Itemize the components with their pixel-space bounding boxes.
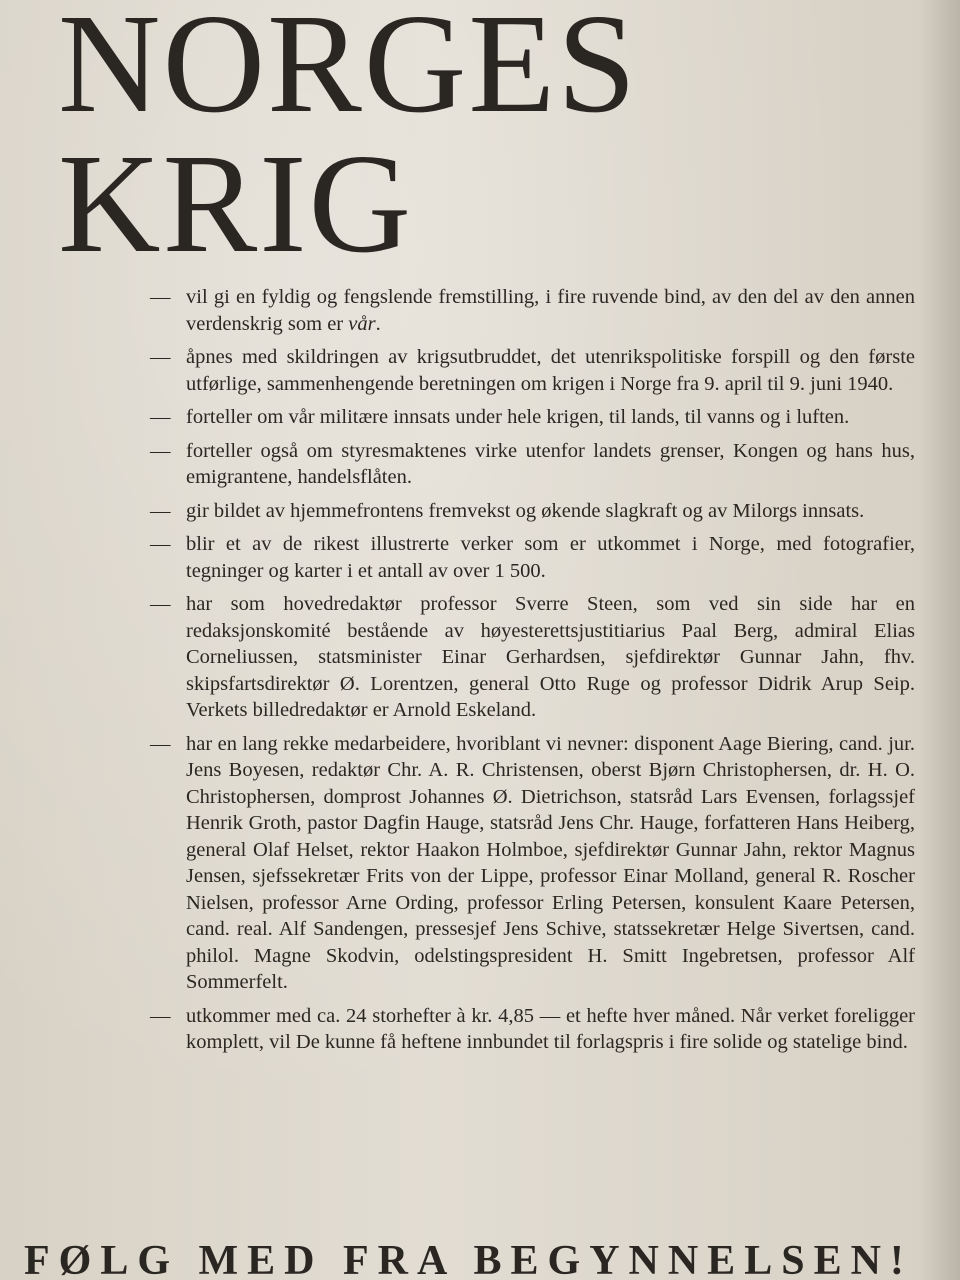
list-item-text: utkommer med ca. 24 storhefter à kr. 4,85 — et hefte hver måned. Når verket foreligger komplett, vil De kunne få heftene innbundet til forlagspris i fire solide og statelige bind. — [186, 1004, 915, 1053]
list-item-text: blir et av de rikest illustrerte verker som er utkommet i Norge, med fotografier, tegninger og karter i et antall av over 1 500. — [186, 533, 915, 582]
list-item — [150, 731, 915, 996]
list-item-text: har som hovedredaktør professor Sverre Steen, som ved sin side har en redaksjonskomité bestående av høyesterettsjustitiarius Paal Berg, admiral Elias Corneliussen, statsminister Einar Gerhardsen, sjefdirektør Gunnar Jahn, fhv. skipsfartsdirektør Ø. Lorentzen, general Otto Ruge og professor Didrik Arup Seip. Verkets billedredaktør er Arnold Eskeland. — [186, 593, 915, 721]
list-item — [150, 344, 915, 397]
list-item — [150, 438, 915, 491]
list-dash: — — [150, 406, 171, 428]
feature-list — [150, 284, 915, 1063]
list-item — [150, 531, 915, 584]
emphasis-text: vår — [348, 312, 376, 335]
list-item-text: forteller også om styresmaktenes virke utenfor landets grenser, Kongen og hans hus, emigrantene, handelsflåten. — [186, 439, 915, 488]
list-item — [150, 404, 915, 431]
title-line-1: NORGES — [58, 0, 639, 142]
list-item-text: gir bildet av hjemmefrontens fremvekst og økende slagkraft og av Milorgs innsats. — [186, 499, 865, 522]
list-item-text: forteller om vår militære innsats under hele krigen, til lands, til vanns og i luften. — [186, 406, 850, 428]
list-dash: — — [150, 732, 171, 755]
list-item — [150, 591, 915, 724]
list-dash: — — [150, 286, 171, 308]
list-item-text: har en lang rekke medarbeidere, hvoriblant vi nevner: disponent Aage Biering, cand. jur. Jens Boyesen, redaktør Chr. A. R. Christensen, oberst Bjørn Christophersen, dr. H. O. Christophersen, domprost Johannes Ø. Dietrichson, statsråd Lars Evensen, forlagssjef Henrik Groth, pastor Dagfin Hauge, statsråd Jens Chr. Hauge, forfatteren Hans Heiberg, general Olaf Helset, rektor Haakon Holmboe, sjefdirektør Gunnar Jahn, rektor Magnus Jensen, sjefssekretær Frits von der Lippe, professor Einar Molland, general R. Roscher Nielsen, professor Arne Ording, professor Erling Petersen, konsulent Kaare Petersen, cand. real. Alf Sandengen, pressesjef Jens Schive, statssekretær Helge Sivertsen, cand. philol. Magne Skodvin, odelstingspresident H. Smitt Ingebretsen, professor Alf Sommerfelt. — [186, 732, 915, 993]
list-dash: — — [150, 533, 171, 555]
list-dash: — — [150, 499, 171, 522]
list-item-text: åpnes med skildringen av krigsutbruddet, det utenrikspolitiske forspill og den første utførlige, sammenhengende beretningen om krigen i Norge fra 9. april til 9. juni 1940. — [186, 346, 915, 395]
list-item — [150, 1003, 915, 1056]
list-item — [150, 498, 915, 525]
list-dash: — — [150, 593, 171, 615]
list-dash: — — [150, 439, 171, 462]
footer-slogan: FØLG MED FRA BEGYNNELSEN! — [24, 1238, 913, 1280]
list-item-text: vil gi en fyldig og fengslende fremstilling, i fire ruvende bind, av den del av den annen verdenskrig som er vår. — [186, 286, 915, 335]
list-item — [150, 284, 915, 337]
list-dash: — — [150, 1004, 171, 1027]
list-dash: — — [150, 346, 171, 368]
title-line-2: KRIG — [58, 124, 414, 282]
page-shadow — [920, 0, 960, 1280]
